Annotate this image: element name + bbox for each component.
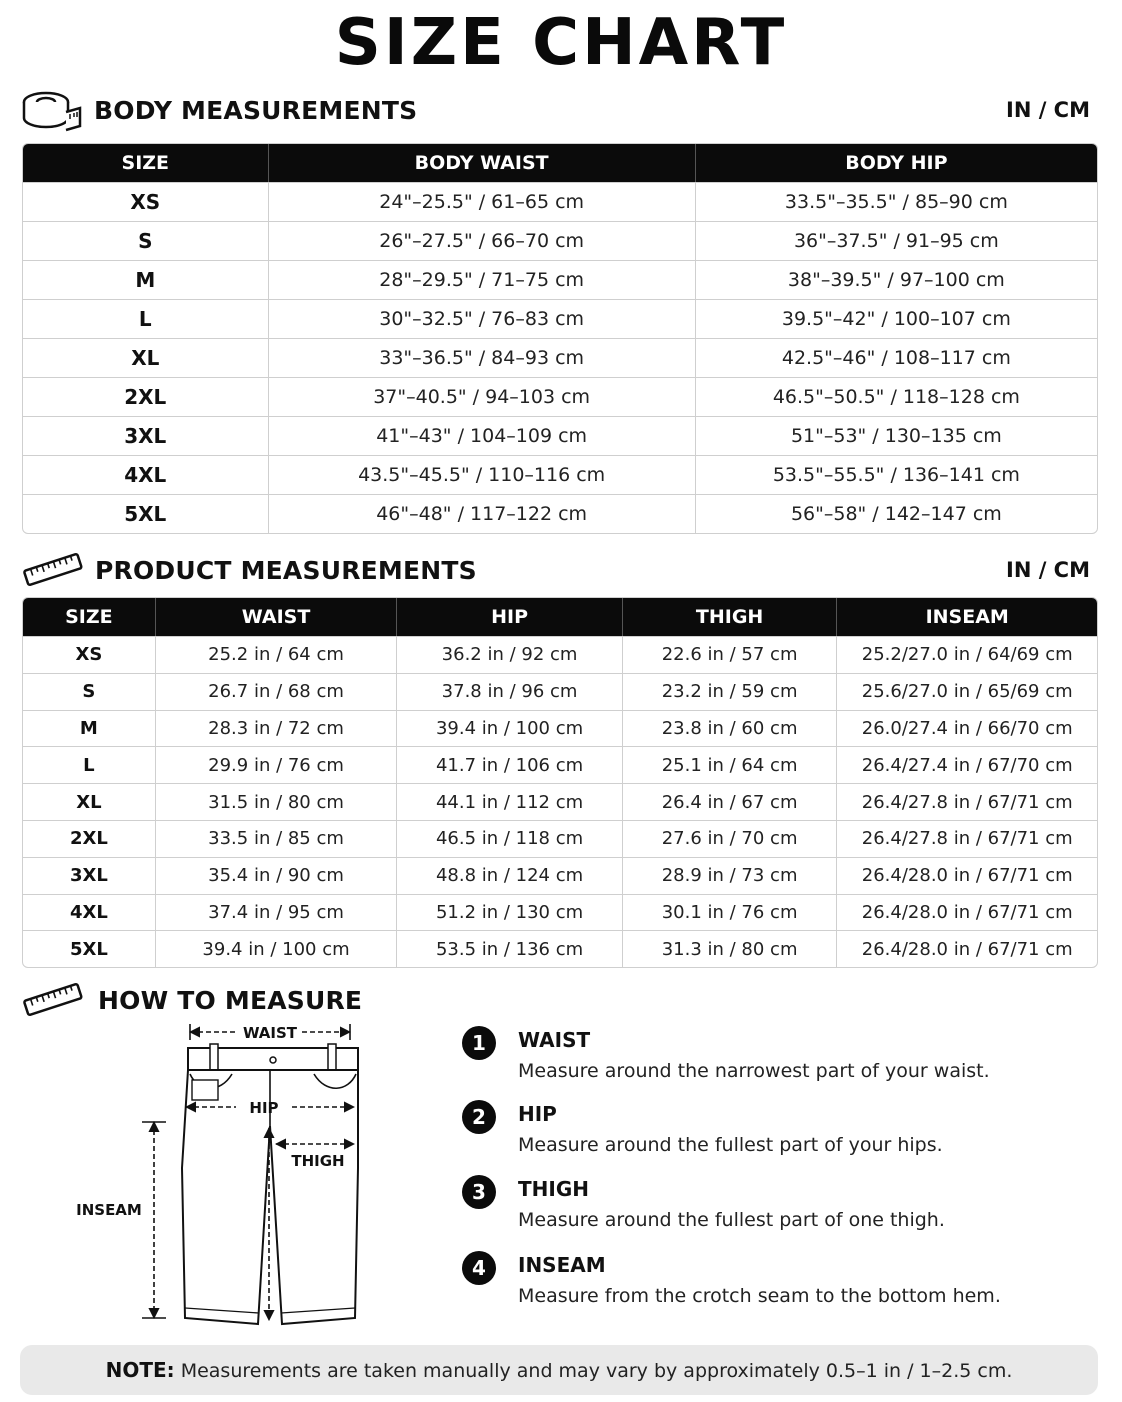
measurement-cell: 24"–25.5" / 61–65 cm — [269, 182, 696, 221]
ruler-icon — [22, 980, 84, 1020]
size-cell: XL — [23, 338, 269, 377]
step-number-badge: 3 — [462, 1175, 496, 1209]
column-header: BODY WAIST — [269, 144, 696, 182]
measurement-cell: 26.4/27.4 in / 67/70 cm — [837, 746, 1097, 783]
measurement-cell: 39.5"–42" / 100–107 cm — [696, 299, 1097, 338]
table-row — [23, 377, 1097, 416]
measurement-cell: 46"–48" / 117–122 cm — [269, 494, 696, 533]
table-row — [23, 182, 1097, 221]
measurement-cell: 26.4 in / 67 cm — [623, 783, 838, 820]
measurement-cell: 39.4 in / 100 cm — [156, 930, 398, 967]
measurement-cell: 26.7 in / 68 cm — [156, 673, 398, 710]
size-cell: 2XL — [23, 820, 156, 857]
step-thigh — [462, 1173, 1082, 1243]
table-row — [23, 894, 1097, 931]
step-number-badge: 4 — [462, 1251, 496, 1285]
product-measurements-title: PRODUCT MEASUREMENTS — [95, 556, 477, 585]
column-header: BODY HIP — [696, 144, 1097, 182]
table-row — [23, 221, 1097, 260]
measurement-cell: 30"–32.5" / 76–83 cm — [269, 299, 696, 338]
measurement-cell: 28.9 in / 73 cm — [623, 857, 838, 894]
measurement-cell: 27.6 in / 70 cm — [623, 820, 838, 857]
size-cell: 2XL — [23, 377, 269, 416]
measurement-cell: 44.1 in / 112 cm — [397, 783, 623, 820]
product-unit-label: IN / CM — [1006, 558, 1090, 582]
measurement-cell: 26.4/27.8 in / 67/71 cm — [837, 820, 1097, 857]
measurement-cell: 33"–36.5" / 84–93 cm — [269, 338, 696, 377]
step-title: HIP — [518, 1102, 557, 1126]
column-header: WAIST — [156, 598, 398, 636]
measurement-cell: 28.3 in / 72 cm — [156, 710, 398, 747]
note-label: NOTE: — [105, 1358, 175, 1382]
measurement-cell: 23.2 in / 59 cm — [623, 673, 838, 710]
size-cell: XS — [23, 182, 269, 221]
step-hip — [462, 1098, 1082, 1168]
measurement-cell: 53.5 in / 136 cm — [397, 930, 623, 967]
measurement-cell: 26.4/28.0 in / 67/71 cm — [837, 857, 1097, 894]
size-cell: 5XL — [23, 930, 156, 967]
measurement-cell: 51"–53" / 130–135 cm — [696, 416, 1097, 455]
step-title: THIGH — [518, 1177, 589, 1201]
measurement-cell: 25.6/27.0 in / 65/69 cm — [837, 673, 1097, 710]
table-row — [23, 636, 1097, 673]
table-header-row — [23, 598, 1097, 636]
measurement-note — [20, 1345, 1098, 1395]
step-number-badge: 2 — [462, 1100, 496, 1134]
body-unit-label: IN / CM — [1006, 98, 1090, 122]
size-cell: 4XL — [23, 894, 156, 931]
measurement-cell: 25.2/27.0 in / 64/69 cm — [837, 636, 1097, 673]
measurement-cell: 31.5 in / 80 cm — [156, 783, 398, 820]
size-cell: XL — [23, 783, 156, 820]
step-title: WAIST — [518, 1028, 591, 1052]
measurement-cell: 41"–43" / 104–109 cm — [269, 416, 696, 455]
note-text: Measurements are taken manually and may vary by approximately 0.5–1 in / 1–2.5 cm. — [180, 1360, 1013, 1382]
measurement-cell: 26.4/27.8 in / 67/71 cm — [837, 783, 1097, 820]
step-description: Measure around the narrowest part of your waist. — [518, 1060, 990, 1082]
measurement-cell: 42.5"–46" / 108–117 cm — [696, 338, 1097, 377]
table-row — [23, 455, 1097, 494]
step-number-badge: 1 — [462, 1026, 496, 1060]
step-description: Measure around the fullest part of your hips. — [518, 1134, 943, 1156]
column-header: SIZE — [23, 144, 269, 182]
table-row — [23, 299, 1097, 338]
measurement-cell: 35.4 in / 90 cm — [156, 857, 398, 894]
table-row — [23, 338, 1097, 377]
column-header: INSEAM — [837, 598, 1097, 636]
table-header-row — [23, 144, 1097, 182]
table-row — [23, 673, 1097, 710]
table-row — [23, 930, 1097, 967]
measurement-cell: 26.0/27.4 in / 66/70 cm — [837, 710, 1097, 747]
body-measurements-table — [22, 143, 1098, 534]
measurement-cell: 28"–29.5" / 71–75 cm — [269, 260, 696, 299]
measurement-cell: 51.2 in / 130 cm — [397, 894, 623, 931]
page-title: SIZE CHART — [334, 6, 788, 80]
pants-diagram — [70, 1018, 370, 1338]
measurement-cell: 43.5"–45.5" / 110–116 cm — [269, 455, 696, 494]
size-cell: M — [23, 710, 156, 747]
table-row — [23, 820, 1097, 857]
size-cell: S — [23, 221, 269, 260]
measurement-cell: 30.1 in / 76 cm — [623, 894, 838, 931]
step-description: Measure around the fullest part of one thigh. — [518, 1209, 945, 1231]
body-measurements-title: BODY MEASUREMENTS — [94, 96, 418, 125]
measurement-cell: 33.5"–35.5" / 85–90 cm — [696, 182, 1097, 221]
measurement-cell: 25.1 in / 64 cm — [623, 746, 838, 783]
measurement-cell: 36.2 in / 92 cm — [397, 636, 623, 673]
table-row — [23, 260, 1097, 299]
tape-measure-icon — [22, 90, 84, 134]
measurement-cell: 48.8 in / 124 cm — [397, 857, 623, 894]
table-row — [23, 746, 1097, 783]
measurement-cell: 26.4/28.0 in / 67/71 cm — [837, 930, 1097, 967]
size-cell: L — [23, 299, 269, 338]
column-header: THIGH — [623, 598, 838, 636]
measurement-cell: 46.5"–50.5" / 118–128 cm — [696, 377, 1097, 416]
step-description: Measure from the crotch seam to the bottom hem. — [518, 1285, 1001, 1307]
size-cell: 5XL — [23, 494, 269, 533]
measurement-cell: 23.8 in / 60 cm — [623, 710, 838, 747]
diagram-label-waist: WAIST — [242, 1024, 298, 1042]
measurement-cell: 53.5"–55.5" / 136–141 cm — [696, 455, 1097, 494]
table-row — [23, 783, 1097, 820]
measurement-cell: 31.3 in / 80 cm — [623, 930, 838, 967]
size-cell: 3XL — [23, 857, 156, 894]
measurement-cell: 56"–58" / 142–147 cm — [696, 494, 1097, 533]
size-cell: 3XL — [23, 416, 269, 455]
measurement-cell: 26.4/28.0 in / 67/71 cm — [837, 894, 1097, 931]
diagram-label-inseam: INSEAM — [76, 1201, 142, 1219]
table-row — [23, 494, 1097, 533]
table-row — [23, 416, 1097, 455]
step-title: INSEAM — [518, 1253, 606, 1277]
product-measurements-header — [22, 550, 1100, 594]
measurement-cell: 33.5 in / 85 cm — [156, 820, 398, 857]
body-measurements-header — [22, 90, 1100, 134]
step-inseam — [462, 1249, 1082, 1319]
measurement-cell: 39.4 in / 100 cm — [397, 710, 623, 747]
size-cell: L — [23, 746, 156, 783]
table-row — [23, 857, 1097, 894]
measurement-cell: 36"–37.5" / 91–95 cm — [696, 221, 1097, 260]
measurement-cell: 41.7 in / 106 cm — [397, 746, 623, 783]
ruler-icon — [22, 550, 84, 590]
measurement-cell: 26"–27.5" / 66–70 cm — [269, 221, 696, 260]
size-cell: M — [23, 260, 269, 299]
measurement-cell: 22.6 in / 57 cm — [623, 636, 838, 673]
column-header: HIP — [397, 598, 623, 636]
measurement-cell: 37"–40.5" / 94–103 cm — [269, 377, 696, 416]
measurement-cell: 29.9 in / 76 cm — [156, 746, 398, 783]
measurement-cell: 38"–39.5" / 97–100 cm — [696, 260, 1097, 299]
size-cell: S — [23, 673, 156, 710]
diagram-label-thigh: THIGH — [291, 1152, 345, 1170]
step-waist — [462, 1024, 1082, 1094]
measurement-cell: 25.2 in / 64 cm — [156, 636, 398, 673]
diagram-label-hip: HIP — [249, 1099, 279, 1117]
measurement-cell: 37.4 in / 95 cm — [156, 894, 398, 931]
measurement-cell: 37.8 in / 96 cm — [397, 673, 623, 710]
measurement-cell: 46.5 in / 118 cm — [397, 820, 623, 857]
product-measurements-table — [22, 597, 1098, 968]
table-row — [23, 710, 1097, 747]
column-header: SIZE — [23, 598, 156, 636]
size-cell: XS — [23, 636, 156, 673]
how-to-measure-title: HOW TO MEASURE — [98, 986, 363, 1015]
size-cell: 4XL — [23, 455, 269, 494]
